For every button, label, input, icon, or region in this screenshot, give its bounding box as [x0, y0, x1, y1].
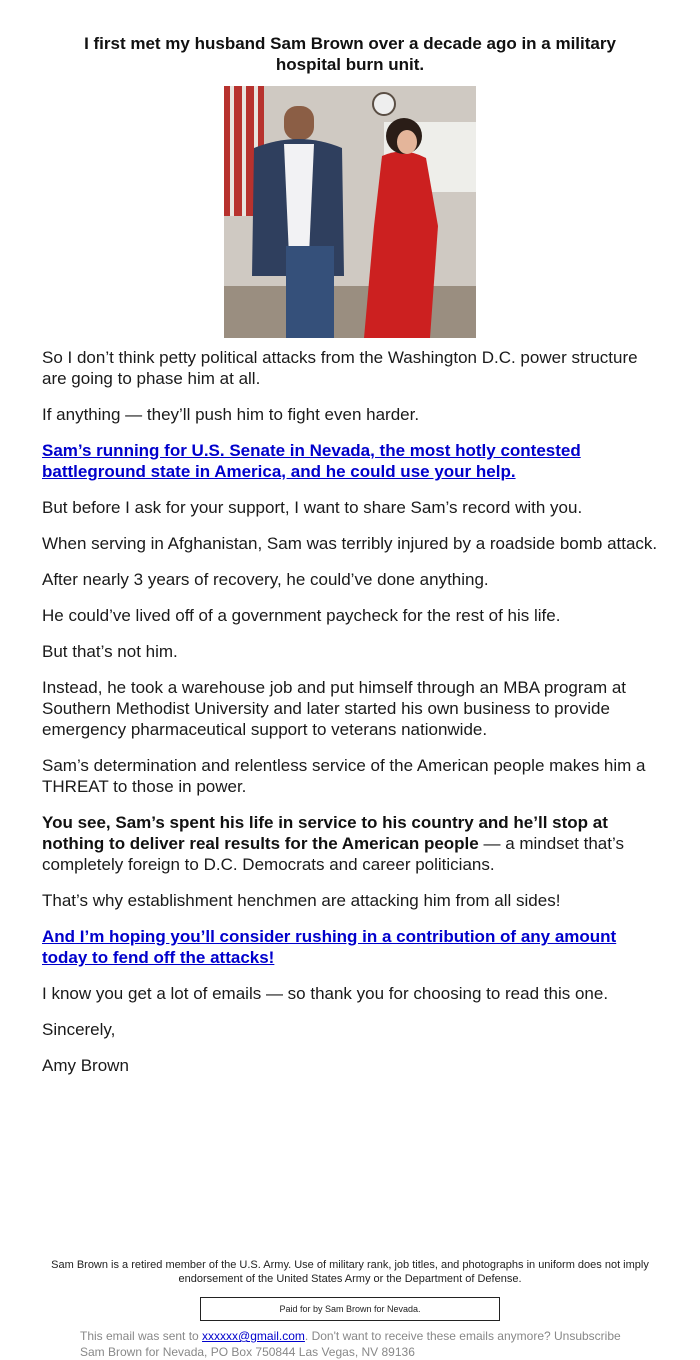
paragraph: But before I ask for your support, I want to share Sam’s record with you. — [42, 498, 583, 517]
sign-off: Sincerely, — [42, 1020, 116, 1039]
paid-for-box: Paid for by Sam Brown for Nevada. — [200, 1297, 500, 1321]
paragraph: After nearly 3 years of recovery, he could’ve done anything. — [42, 570, 489, 589]
unsubscribe-text[interactable]: . Don't want to receive these emails anymore? Unsubscribe — [304, 1329, 621, 1343]
paragraph: Sam’s determination and relentless service of the American people makes him a THREAT to those in power. — [42, 756, 646, 796]
donate-link-contribution[interactable]: And I’m hoping you’ll consider rushing in a contribution of any amount today to fend off the attacks! — [42, 927, 617, 967]
paragraph: When serving in Afghanistan, Sam was terribly injured by a roadside bomb attack. — [42, 534, 658, 553]
signature: Amy Brown — [42, 1056, 129, 1075]
photo-of-couple — [224, 86, 476, 338]
paragraph: But that’s not him. — [42, 642, 178, 661]
sent-to-text: This email was sent to — [80, 1329, 203, 1343]
bold-statement: You see, Sam’s spent his life in service to his country and he’ll stop at nothing to deliver real results for the American people — [42, 813, 608, 853]
statement-rest: — a mindset that’s completely foreign to D.C. Democrats and career politicians. — [42, 834, 624, 874]
photo-illustration — [224, 86, 476, 338]
footer-disclaimer: Sam Brown is a retired member of the U.S. Army. Use of military rank, job titles, and photographs in uniform does not imply endorsement of the United States Army or the Department of Defense. — [51, 1259, 649, 1285]
letter-body — [42, 347, 662, 1091]
paragraph: Instead, he took a warehouse job and put himself through an MBA program at Southern Methodist University and later started his own business to provide emergency pharmaceutical support to veterans nationwide. — [42, 678, 627, 739]
link-paragraph — [42, 440, 662, 482]
paragraph: So I don’t think petty political attacks from the Washington D.C. power structure are going to phase him at all. — [42, 348, 638, 388]
donate-link-senate[interactable]: Sam’s running for U.S. Senate in Nevada, the most hotly contested battleground state in America, and he could use your help. — [42, 441, 581, 481]
headline: I first met my husband Sam Brown over a decade ago in a military hospital burn unit. — [84, 34, 616, 74]
mixed-paragraph — [42, 812, 662, 875]
recipient-email-link[interactable]: xxxxxx@gmail.com — [202, 1329, 305, 1343]
paragraph: That’s why establishment henchmen are attacking him from all sides! — [42, 891, 561, 910]
paragraph: If anything — they’ll push him to fight even harder. — [42, 405, 420, 424]
unsubscribe-footer — [80, 1328, 660, 1360]
paragraph: I know you get a lot of emails — so thank you for choosing to read this one. — [42, 984, 609, 1003]
link-paragraph — [42, 926, 662, 968]
paragraph: He could’ve lived off of a government paycheck for the rest of his life. — [42, 606, 561, 625]
mailing-address: Sam Brown for Nevada, PO Box 750844 Las Vegas, NV 89136 — [80, 1345, 415, 1359]
